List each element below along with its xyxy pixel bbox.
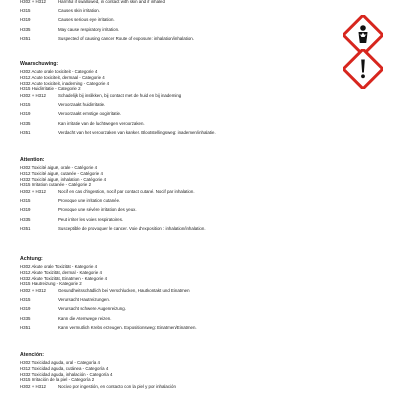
classification-line: H332 Toxicité aiguë, inhalation - Catégorie 4 [20, 176, 107, 182]
section-heading: Attention: [20, 157, 45, 163]
statement-text: Susceptible de provoquer le cancer. Voie d'exposition : inhalation/inhalation. [58, 225, 206, 231]
statement-code: H335 [20, 315, 31, 321]
exclamation-mark-pictogram [343, 49, 383, 89]
statement-text: Causes skin irritation. [58, 8, 100, 14]
statement-row [20, 0, 340, 8]
statement-text: Gesundheitsschädlich bei Verschlucken, Hautkontakt und Einatmen [58, 288, 190, 294]
classification-line: H302 Toxicidad aguda, oral - Categoría 4 [20, 360, 100, 366]
classification-line: H332 Toxicidad aguda, inhalación - Categoría 4 [20, 371, 113, 377]
statement-code: H319 [20, 306, 31, 312]
statement-row [20, 121, 340, 130]
statement-row [20, 102, 340, 111]
statement-row [20, 384, 340, 393]
statement-code: H319 [20, 17, 31, 23]
statement-text: Provoque une irritation cutanée. [58, 198, 121, 204]
hazard-section-es [20, 352, 340, 393]
statement-code: H315 [20, 297, 31, 303]
statement-row [20, 8, 340, 17]
statement-row [20, 226, 340, 235]
statement-code: H351 [20, 35, 31, 41]
statement-text: Provoque une sévère irritation des yeux. [58, 207, 137, 213]
statement-row [20, 111, 340, 120]
statement-row [20, 27, 340, 36]
classification-line: H332 Acute toxiciteit, inademing - Categorie 4 [20, 80, 110, 86]
statement-row [20, 207, 340, 216]
statement-code: H319 [20, 111, 31, 117]
statement-row [20, 36, 340, 45]
classification-line: H312 Toxicité aiguë, cutanée - Catégorie 4 [20, 170, 103, 176]
statement-code: H302 + H312 [20, 93, 46, 99]
classification-line: H332 Akute Toxizität, Einatmen - Kategorie 4 [20, 275, 108, 281]
statement-code: H302 + H312 [20, 0, 46, 4]
classification-line: H315 Huidirritatie - Categorie 2 [20, 86, 81, 92]
classification-line: H302 Akute orale Toxizität - Kategorie 4 [20, 264, 98, 270]
classification-line: H315 Irritation cutanée - Catégorie 2 [20, 182, 92, 188]
statement-text: Causes serious eye irritation. [58, 17, 115, 23]
classification-line: H312 Akute Toxizität, dermal - Kategorie 4 [20, 269, 102, 275]
statement-code: H315 [20, 8, 31, 14]
statement-row [20, 17, 340, 26]
statement-text: Suspected of causing cancer Route of exposure: inhalation/inhalation. [58, 35, 194, 41]
statement-code: H302 + H312 [20, 288, 46, 294]
classification-line: H312 Toxicidad aguda, cutánea - Categoría 4 [20, 365, 109, 371]
classification-line: H315 Hautreizung - Kategorie 2 [20, 281, 82, 287]
statement-text: Kan irritatie van de luchtwegen veroorzaken. [58, 120, 145, 126]
hazard-section-de [20, 256, 340, 334]
section-heading: Achtung: [20, 256, 43, 262]
statement-code: H351 [20, 225, 31, 231]
statement-text: Verdacht van het veroorzaken van kanker. Blootstellingsweg: inademen/inhalatie. [58, 129, 216, 135]
classification-line: H312 Acute toxiciteit, dermaal - Categorie 4 [20, 74, 105, 80]
statement-code: H315 [20, 102, 31, 108]
statement-text: Nocivo por ingestión, en contacto con la piel y por inhalación [58, 384, 176, 390]
classification-line: H302 Toxicité aiguë, orale - Catégorie 4 [20, 165, 98, 171]
statement-row [20, 217, 340, 226]
hazard-section-nl [20, 61, 340, 139]
statement-code: H351 [20, 129, 31, 135]
statement-row [20, 198, 340, 207]
statement-text: Nocif en cas d'ingestion, nocif par contact cutané. Nocif par inhalation. [58, 189, 195, 195]
statement-code: H335 [20, 26, 31, 32]
statement-text: Kann die Atemwege reizen. [58, 315, 112, 321]
statement-text: Schadelijk bij inslikken, bij contact met de huid en bij inademing [58, 93, 182, 99]
statement-row [20, 306, 340, 315]
statement-code: H335 [20, 120, 31, 126]
section-heading: Waarschuwing: [20, 61, 59, 67]
statement-text: Kann vermutlich Krebs erzeugen. Expositionsweg: Einatmen/Einatmen. [58, 324, 197, 330]
classification-line: H315 Irritación de la piel - Categoría 2 [20, 377, 95, 383]
statement-text: Verursacht schwere Augenreizung. [58, 306, 126, 312]
statement-row [20, 316, 340, 325]
statement-code: H319 [20, 207, 31, 213]
section-heading: Atención: [20, 352, 44, 358]
statement-text: May cause respiratory irritation. [58, 26, 120, 32]
statement-text: Harmful if swallowed, in contact with skin and if inhaled [58, 0, 165, 4]
hazard-section-fr [20, 157, 340, 235]
statement-row [20, 325, 340, 334]
statement-code: H302 + H312 [20, 384, 46, 390]
statement-text: Verursacht Hautreizungen. [58, 297, 110, 303]
hazard-section-en [20, 0, 340, 45]
statement-row [20, 189, 340, 198]
statement-row [20, 93, 340, 102]
statement-code: H351 [20, 324, 31, 330]
statement-code: H315 [20, 198, 31, 204]
statement-row [20, 297, 340, 306]
statement-code: H302 + H312 [20, 189, 46, 195]
statement-row [20, 288, 340, 297]
classification-line: H302 Acute orale toxiciteit - Categorie 4 [20, 69, 98, 75]
statement-code: H335 [20, 216, 31, 222]
statement-text: Peut irriter les voies respiratoires. [58, 216, 124, 222]
statement-text: Veroorzaakt huidirritatie. [58, 102, 106, 108]
statement-row [20, 130, 340, 139]
statement-text: Veroorzaakt ernstige oogirritatie. [58, 111, 122, 117]
